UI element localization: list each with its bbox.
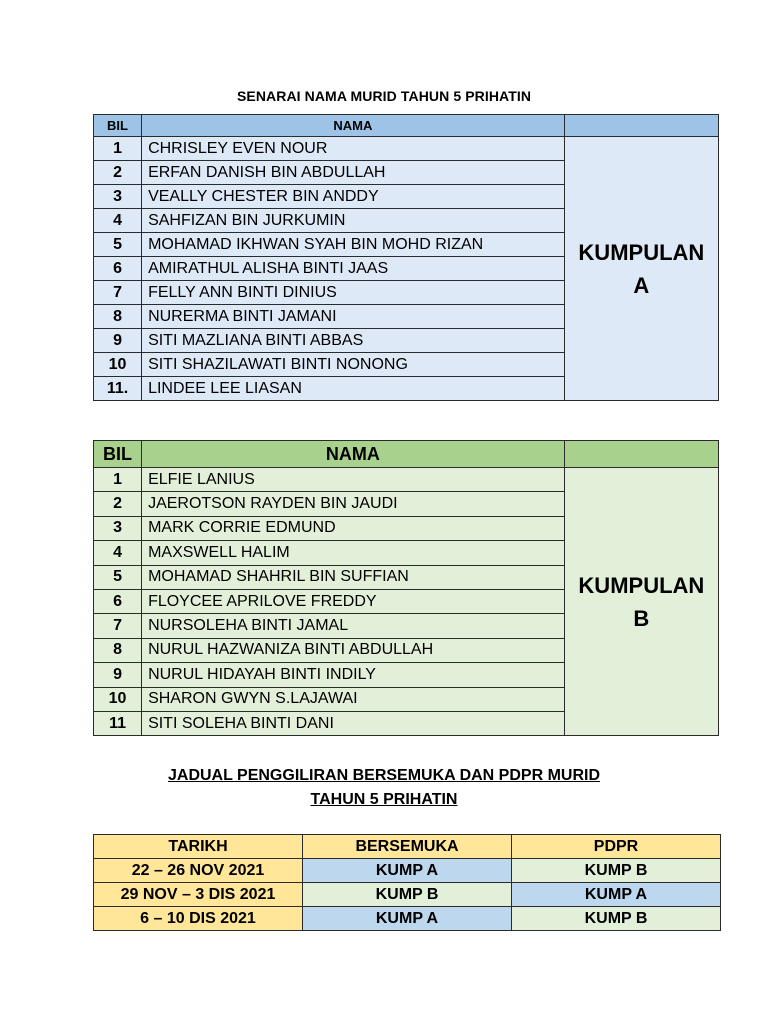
student-name: LINDEE LEE LIASAN xyxy=(142,377,565,401)
pdpr-header: PDPR xyxy=(512,835,721,859)
schedule-row xyxy=(94,859,721,883)
student-name: SITI SHAZILAWATI BINTI NONONG xyxy=(142,353,565,377)
row-number: 6 xyxy=(94,257,142,281)
row-number: 11. xyxy=(94,377,142,401)
student-name: MOHAMAD IKHWAN SYAH BIN MOHD RIZAN xyxy=(142,233,565,257)
nama-header: NAMA xyxy=(142,115,565,137)
schedule-bersemuka: KUMP B xyxy=(303,883,512,907)
group-b-header-row xyxy=(94,441,719,468)
schedule-pdpr: KUMP A xyxy=(512,883,721,907)
row-number: 9 xyxy=(94,663,142,687)
schedule-date: 22 – 26 NOV 2021 xyxy=(94,859,303,883)
schedule-date: 29 NOV – 3 DIS 2021 xyxy=(94,883,303,907)
student-name: JAEROTSON RAYDEN BIN JAUDI xyxy=(142,492,565,516)
schedule-bersemuka: KUMP A xyxy=(303,859,512,883)
group-a-header-row xyxy=(94,115,719,137)
nama-header: NAMA xyxy=(142,441,565,468)
row-number: 10 xyxy=(94,353,142,377)
row-number: 2 xyxy=(94,161,142,185)
schedule-row xyxy=(94,907,721,931)
student-name: NURERMA BINTI JAMANI xyxy=(142,305,565,329)
tarikh-header: TARIKH xyxy=(94,835,303,859)
student-name: NURUL HAZWANIZA BINTI ABDULLAH xyxy=(142,638,565,662)
student-name: FLOYCEE APRILOVE FREDDY xyxy=(142,589,565,613)
student-name: CHRISLEY EVEN NOUR xyxy=(142,137,565,161)
group-header xyxy=(564,441,718,468)
schedule-bersemuka: KUMP A xyxy=(303,907,512,931)
group-header xyxy=(564,115,718,137)
bil-header: BIL xyxy=(94,441,142,468)
student-name: ELFIE LANIUS xyxy=(142,468,565,492)
schedule-title-line1: JADUAL PENGGILIRAN BERSEMUKA DAN PDPR MURID xyxy=(167,767,601,784)
row-number: 9 xyxy=(94,329,142,353)
row-number: 10 xyxy=(94,687,142,711)
group-label-word: KUMPULAN xyxy=(578,239,705,265)
schedule-title xyxy=(0,764,768,812)
schedule-pdpr: KUMP B xyxy=(512,907,721,931)
table-row xyxy=(94,468,719,492)
row-number: 8 xyxy=(94,638,142,662)
row-number: 3 xyxy=(94,516,142,540)
row-number: 4 xyxy=(94,209,142,233)
row-number: 3 xyxy=(94,185,142,209)
student-name: AMIRATHUL ALISHA BINTI JAAS xyxy=(142,257,565,281)
student-name: VEALLY CHESTER BIN ANDDY xyxy=(142,185,565,209)
student-name: NURUL HIDAYAH BINTI INDILY xyxy=(142,663,565,687)
group-a-table xyxy=(93,114,719,401)
student-name: ERFAN DANISH BIN ABDULLAH xyxy=(142,161,565,185)
row-number: 1 xyxy=(94,137,142,161)
student-name: MARK CORRIE EDMUND xyxy=(142,516,565,540)
bil-header: BIL xyxy=(94,115,142,137)
student-name: SITI SOLEHA BINTI DANI xyxy=(142,711,565,735)
table-row xyxy=(94,137,719,161)
schedule-pdpr: KUMP B xyxy=(512,859,721,883)
schedule-header-row xyxy=(94,835,721,859)
student-name: SHARON GWYN S.LAJAWAI xyxy=(142,687,565,711)
group-b-table xyxy=(93,440,719,736)
group-label-word: KUMPULAN xyxy=(578,572,705,598)
student-name: SITI MAZLIANA BINTI ABBAS xyxy=(142,329,565,353)
row-number: 5 xyxy=(94,565,142,589)
row-number: 6 xyxy=(94,589,142,613)
row-number: 5 xyxy=(94,233,142,257)
schedule-row xyxy=(94,883,721,907)
schedule-title-line2: TAHUN 5 PRIHATIN xyxy=(310,791,458,808)
bersemuka-header: BERSEMUKA xyxy=(303,835,512,859)
group-b-label xyxy=(564,468,718,736)
group-label-letter: B xyxy=(633,605,650,631)
student-name: SAHFIZAN BIN JURKUMIN xyxy=(142,209,565,233)
student-name: FELLY ANN BINTI DINIUS xyxy=(142,281,565,305)
row-number: 1 xyxy=(94,468,142,492)
row-number: 7 xyxy=(94,281,142,305)
group-label-letter: A xyxy=(633,272,650,298)
student-name: MOHAMAD SHAHRIL BIN SUFFIAN xyxy=(142,565,565,589)
schedule-date: 6 – 10 DIS 2021 xyxy=(94,907,303,931)
row-number: 2 xyxy=(94,492,142,516)
row-number: 7 xyxy=(94,614,142,638)
student-name: MAXSWELL HALIM xyxy=(142,541,565,565)
row-number: 4 xyxy=(94,541,142,565)
schedule-table xyxy=(93,834,721,931)
group-a-label xyxy=(564,137,718,401)
document-title: SENARAI NAMA MURID TAHUN 5 PRIHATIN xyxy=(236,88,532,104)
row-number: 11 xyxy=(94,711,142,735)
student-name: NURSOLEHA BINTI JAMAL xyxy=(142,614,565,638)
row-number: 8 xyxy=(94,305,142,329)
